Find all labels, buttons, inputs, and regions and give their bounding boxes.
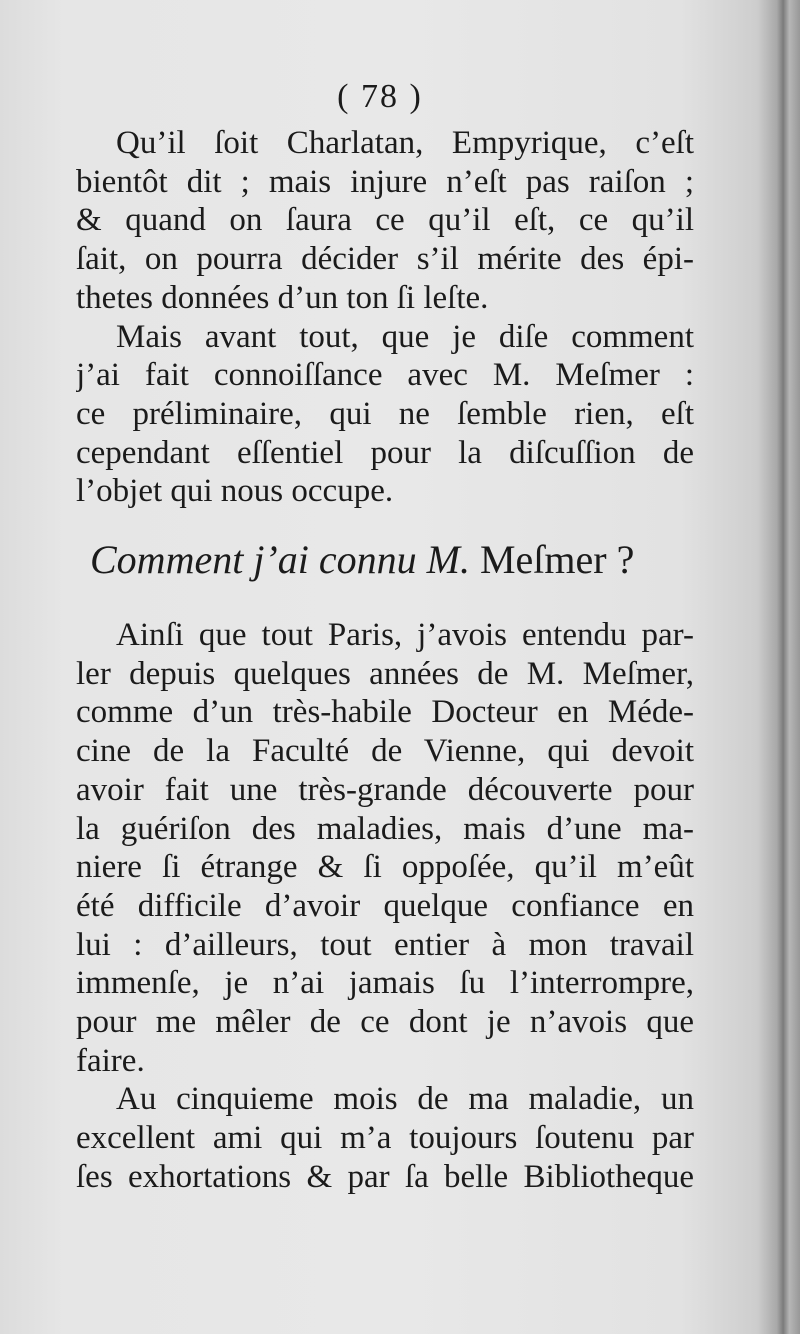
text-line: & quand on ſaura ce qu’il eſt, ce qu’il	[76, 202, 694, 239]
page-gutter-shadow	[758, 0, 800, 1334]
text-line: comme d’un très-habile Docteur en Méde-	[76, 694, 694, 731]
text-line: Ainſi que tout Paris, j’avois entendu par-	[116, 617, 694, 653]
text-line: Qu’il ſoit Charlatan, Empyrique, c’eſt	[116, 125, 694, 161]
text-line: l’objet qui nous occupe.	[76, 473, 394, 510]
text-line: la guériſon des maladies, mais d’une ma-	[76, 810, 694, 847]
text-line: été difficile d’avoir quelque confiance en	[76, 887, 694, 924]
text-line: lui : d’ailleurs, tout entier à mon travail	[76, 926, 694, 963]
text-line: ler depuis quelques années de M. Meſmer,	[76, 655, 694, 692]
text-line: ſait, on pourra décider s’il mérite des épi-	[76, 241, 694, 278]
text-block-upper	[76, 124, 694, 511]
text-line: cependant eſſentiel pour la diſcuſſion de	[76, 434, 694, 471]
paragraph-4	[76, 1080, 694, 1196]
text-block-lower	[76, 616, 694, 1197]
text-line: immenſe, je n’ai jamais ſu l’interrompre,	[76, 965, 694, 1002]
text-line: excellent ami qui m’a toujours ſoutenu par	[76, 1120, 694, 1157]
page-number: ( 78 )	[337, 78, 423, 115]
text-line: niere ſi étrange & ſi oppoſée, qu’il m’eût	[76, 849, 694, 886]
text-line: faire.	[76, 1042, 145, 1079]
text-line: j’ai fait connoiſſance avec M. Meſmer :	[76, 357, 694, 394]
text-line: ſes exhortations & par ſa belle Bibliotheque	[76, 1158, 694, 1195]
section-heading	[90, 535, 690, 585]
text-line: Au cinquieme mois de ma maladie, un	[116, 1081, 694, 1118]
section-heading-roman: Meſmer ?	[469, 537, 635, 582]
paragraph-2	[76, 318, 694, 512]
section-heading-italic: Comment j’ai connu M.	[90, 537, 470, 582]
text-line: pour me mêler de ce dont je n’avois que	[76, 1004, 694, 1041]
text-line: ce préliminaire, qui ne ſemble rien, eſt	[76, 395, 694, 432]
text-line: Mais avant tout, que je diſe comment	[116, 318, 694, 355]
paragraph-3	[76, 616, 694, 1080]
text-line: avoir fait une très-grande découverte pour	[76, 771, 694, 808]
paragraph-1	[76, 124, 694, 318]
text-line: thetes données d’un ton ſi leſte.	[76, 279, 489, 316]
text-line: cine de la Faculté de Vienne, qui devoit	[76, 733, 694, 770]
text-line: bientôt dit ; mais injure n’eſt pas raiſon ;	[76, 163, 694, 200]
